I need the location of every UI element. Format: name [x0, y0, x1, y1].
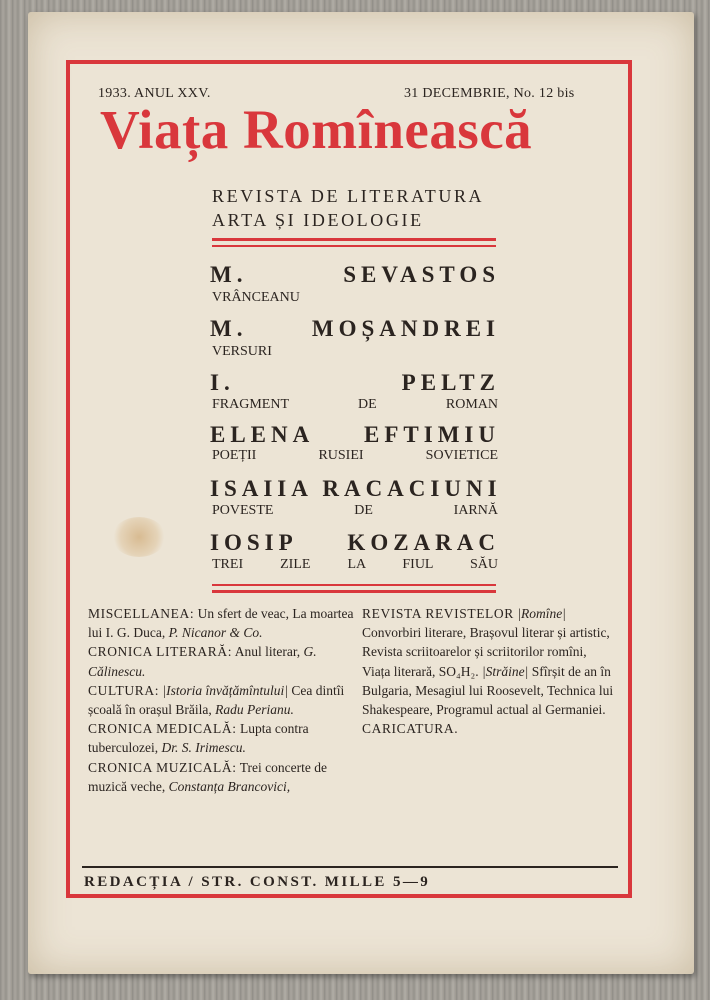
toc-entry [362, 719, 618, 738]
author-name: IOSIP KOZARAC [210, 530, 500, 555]
section-tag: |Străine| [481, 663, 529, 679]
divider-rule [212, 238, 496, 241]
toc-left-column [88, 604, 358, 796]
author-name: M. SEVASTOS [210, 262, 500, 287]
section-text: Convorbiri literare, Brașovul literar și artistic, Revista scriitoarelor și scriitorilor romîni, Viața literară, SO₄H₂. [362, 625, 610, 679]
section-author: Constanța Brancovici, [168, 778, 291, 794]
footer-rule [82, 866, 618, 868]
subtitle-line-1: REVISTA DE LITERATURA [212, 186, 485, 206]
work-title: POVESTE DE IARNĂ [212, 503, 498, 518]
section-heading: CARICATURA. [362, 721, 459, 737]
author-name: ISAIIA RACACIUNI [210, 476, 502, 501]
section-author: Radu Perianu. [215, 702, 294, 718]
section-heading: CRONICA MEDICALĂ: [88, 721, 237, 737]
masthead-title: Viața Romînească [100, 99, 533, 160]
section-heading: MISCELLANEA: [88, 606, 195, 621]
author-name: I. PELTZ [210, 370, 500, 395]
section-author: P. Nicanor & Co. [168, 625, 263, 641]
work-title: VERSURI [212, 344, 272, 359]
section-text: Anul literar, [234, 644, 301, 660]
section-text: Sfîrșit de an în Bulgaria, Mesagiul lui Roosevelt, Technica lui Shakespeare, Programul actual al Germaniei. [362, 663, 614, 718]
author-name: M. MOȘANDREI [210, 316, 500, 341]
work-title: VRÂNCEANU [212, 290, 300, 305]
issue-date: 31 DECEMBRIE, No. 12 bis [404, 86, 575, 101]
divider-rule [212, 245, 496, 247]
subtitle-line-2: ARTA ȘI IDEOLOGIE [212, 210, 424, 230]
section-heading: CRONICA MUZICALĂ: [88, 759, 237, 775]
author-name: ELENA EFTIMIU [210, 422, 500, 447]
section-text: Cea dintîi școală în orașul Brăila, [88, 682, 345, 718]
year-volume: 1933. ANUL XXV. [98, 86, 211, 101]
work-title: FRAGMENT DE ROMAN [212, 397, 498, 412]
section-tag: |Istoria învățămîntului| [162, 682, 288, 698]
section-tag: |Romîne| [517, 606, 566, 621]
footer-address: REDACȚIA / STR. CONST. MILLE 5—9 [84, 874, 431, 890]
section-text: Trei concerte de muzică veche, [88, 759, 327, 794]
toc-entry [88, 758, 358, 796]
work-title: TREI ZILE LA FIUL SĂU [212, 557, 498, 572]
toc-entry [88, 604, 358, 642]
toc-entry [88, 719, 358, 757]
divider-rule [212, 590, 496, 593]
section-heading: REVISTA REVISTELOR [362, 606, 514, 621]
toc-entry [88, 681, 358, 719]
toc-right-column [362, 604, 618, 738]
work-title: POEȚII RUSIEI SOVIETICE [212, 448, 498, 463]
section-author: G. Călinescu. [88, 644, 317, 679]
section-heading: CRONICA LITERARĂ: [88, 644, 233, 660]
section-heading: CULTURA: [88, 682, 160, 698]
section-author: Dr. S. Irimescu. [161, 740, 246, 756]
toc-entry [362, 604, 618, 719]
section-text: Un sfert de veac, La moartea lui I. G. Duca, [88, 606, 354, 641]
section-text: Lupta contra tuberculozei, [88, 721, 309, 756]
divider-rule [212, 584, 496, 586]
toc-entry [88, 642, 358, 680]
